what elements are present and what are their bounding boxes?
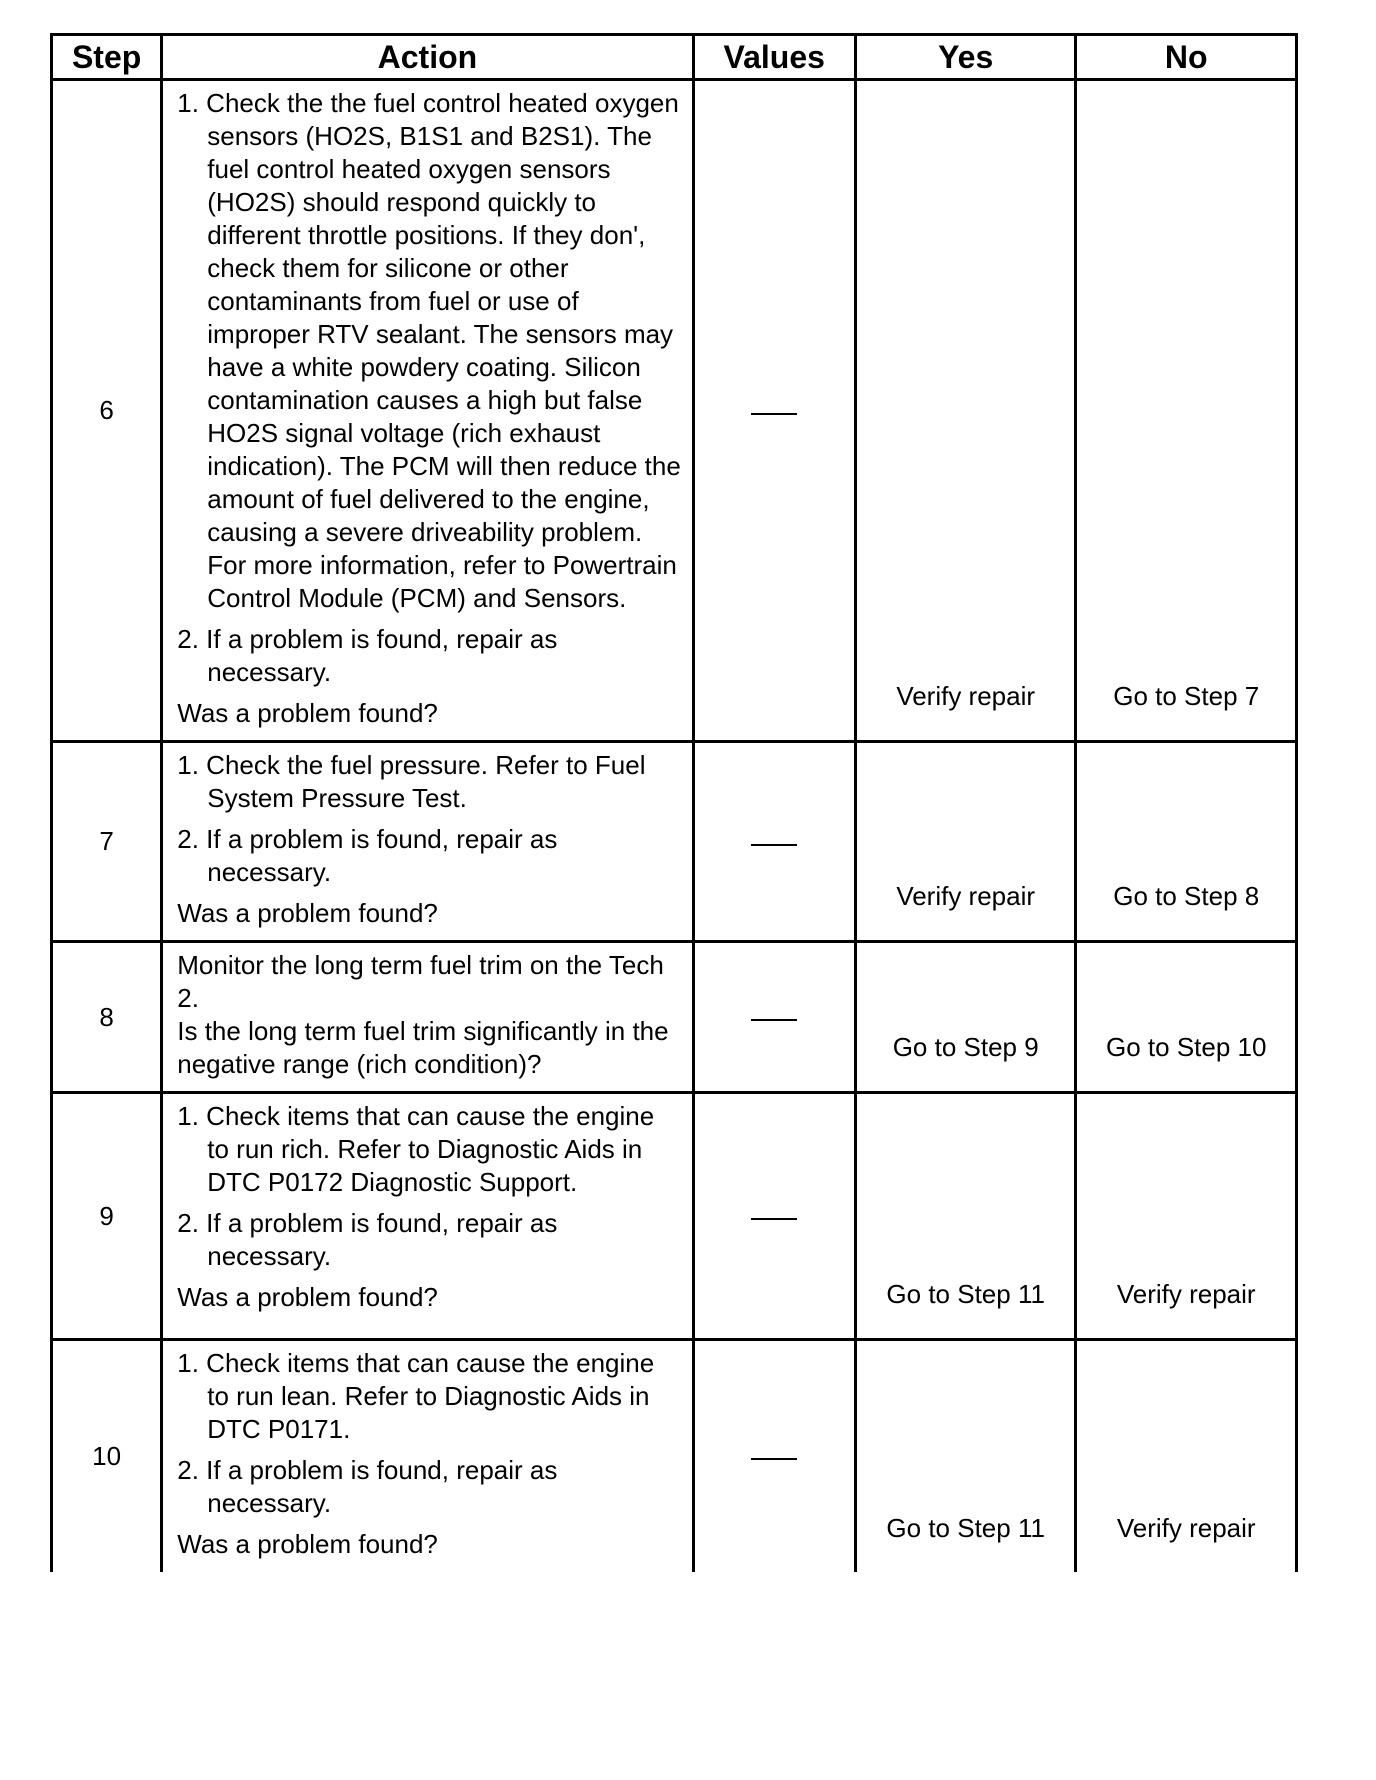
action-item: 2. If a problem is found, repair as necessary. bbox=[177, 1455, 558, 1518]
header-no: No bbox=[1076, 35, 1297, 80]
header-values: Values bbox=[693, 35, 855, 80]
diagnostic-table-container bbox=[50, 33, 1298, 1572]
header-action: Action bbox=[162, 35, 693, 80]
step-number: 10 bbox=[52, 1340, 162, 1572]
values-dash bbox=[751, 1019, 797, 1021]
table-row bbox=[52, 1340, 1297, 1572]
values-cell bbox=[693, 1340, 855, 1572]
action-item: 1. Check the fuel pressure. Refer to Fuel System Pressure Test. bbox=[177, 750, 646, 813]
values-dash bbox=[751, 844, 797, 846]
values-cell bbox=[693, 1093, 855, 1340]
diagnostic-table bbox=[50, 33, 1298, 1572]
action-cell bbox=[162, 942, 693, 1093]
action-item: 2. If a problem is found, repair as necessary. bbox=[177, 1208, 558, 1271]
yes-result: Verify repair bbox=[855, 742, 1076, 942]
action-question: Was a problem found? bbox=[177, 1282, 438, 1312]
step-number: 9 bbox=[52, 1093, 162, 1340]
table-row bbox=[52, 80, 1297, 742]
values-dash bbox=[751, 1458, 797, 1460]
table-row bbox=[52, 742, 1297, 942]
header-step: Step bbox=[52, 35, 162, 80]
no-result: Go to Step 10 bbox=[1076, 942, 1297, 1093]
action-question: Was a problem found? bbox=[177, 898, 438, 928]
action-item: 1. Check the the fuel control heated oxygen sensors (HO2S, B1S1 and B2S1). The fuel control heated oxygen sensors (HO2S) should respond quickly to different throttle positions. If they don', check them for silicone or other contaminants from fuel or use of improper RTV sealant. The sensors may have a white powdery coating. Silicon contamination causes a high but false HO2S signal voltage (rich exhaust indication). The PCM will then reduce the amount of fuel delivered to the engine, causing a severe driveability problem. For more information, refer to Powertrain Control Module (PCM) and Sensors. bbox=[177, 88, 681, 613]
table-row bbox=[52, 942, 1297, 1093]
action-text: Monitor the long term fuel trim on the Tech 2. bbox=[177, 950, 664, 1013]
action-item: 2. If a problem is found, repair as necessary. bbox=[177, 624, 558, 687]
action-cell bbox=[162, 742, 693, 942]
step-number: 7 bbox=[52, 742, 162, 942]
values-dash bbox=[751, 413, 797, 415]
no-result: Verify repair bbox=[1076, 1093, 1297, 1340]
yes-result: Go to Step 11 bbox=[855, 1340, 1076, 1572]
action-item: 1. Check items that can cause the engine to run rich. Refer to Diagnostic Aids in DTC P0172 Diagnostic Support. bbox=[177, 1101, 655, 1197]
table-row bbox=[52, 1093, 1297, 1340]
no-result: Go to Step 8 bbox=[1076, 742, 1297, 942]
action-question: Was a problem found? bbox=[177, 1529, 438, 1559]
step-number: 8 bbox=[52, 942, 162, 1093]
action-question: Was a problem found? bbox=[177, 698, 438, 728]
no-result: Verify repair bbox=[1076, 1340, 1297, 1572]
values-dash bbox=[751, 1218, 797, 1220]
action-item: 2. If a problem is found, repair as necessary. bbox=[177, 824, 558, 887]
yes-result: Go to Step 9 bbox=[855, 942, 1076, 1093]
header-yes: Yes bbox=[855, 35, 1076, 80]
values-cell bbox=[693, 80, 855, 742]
header-row bbox=[52, 35, 1297, 80]
action-cell bbox=[162, 1093, 693, 1340]
action-cell bbox=[162, 1340, 693, 1572]
action-cell bbox=[162, 80, 693, 742]
action-question: Is the long term fuel trim significantly in the negative range (rich condition)? bbox=[177, 1016, 669, 1079]
yes-result: Go to Step 11 bbox=[855, 1093, 1076, 1340]
values-cell bbox=[693, 942, 855, 1093]
no-result: Go to Step 7 bbox=[1076, 80, 1297, 742]
action-item: 1. Check items that can cause the engine to run lean. Refer to Diagnostic Aids in DTC P0171. bbox=[177, 1348, 655, 1444]
step-number: 6 bbox=[52, 80, 162, 742]
yes-result: Verify repair bbox=[855, 80, 1076, 742]
values-cell bbox=[693, 742, 855, 942]
